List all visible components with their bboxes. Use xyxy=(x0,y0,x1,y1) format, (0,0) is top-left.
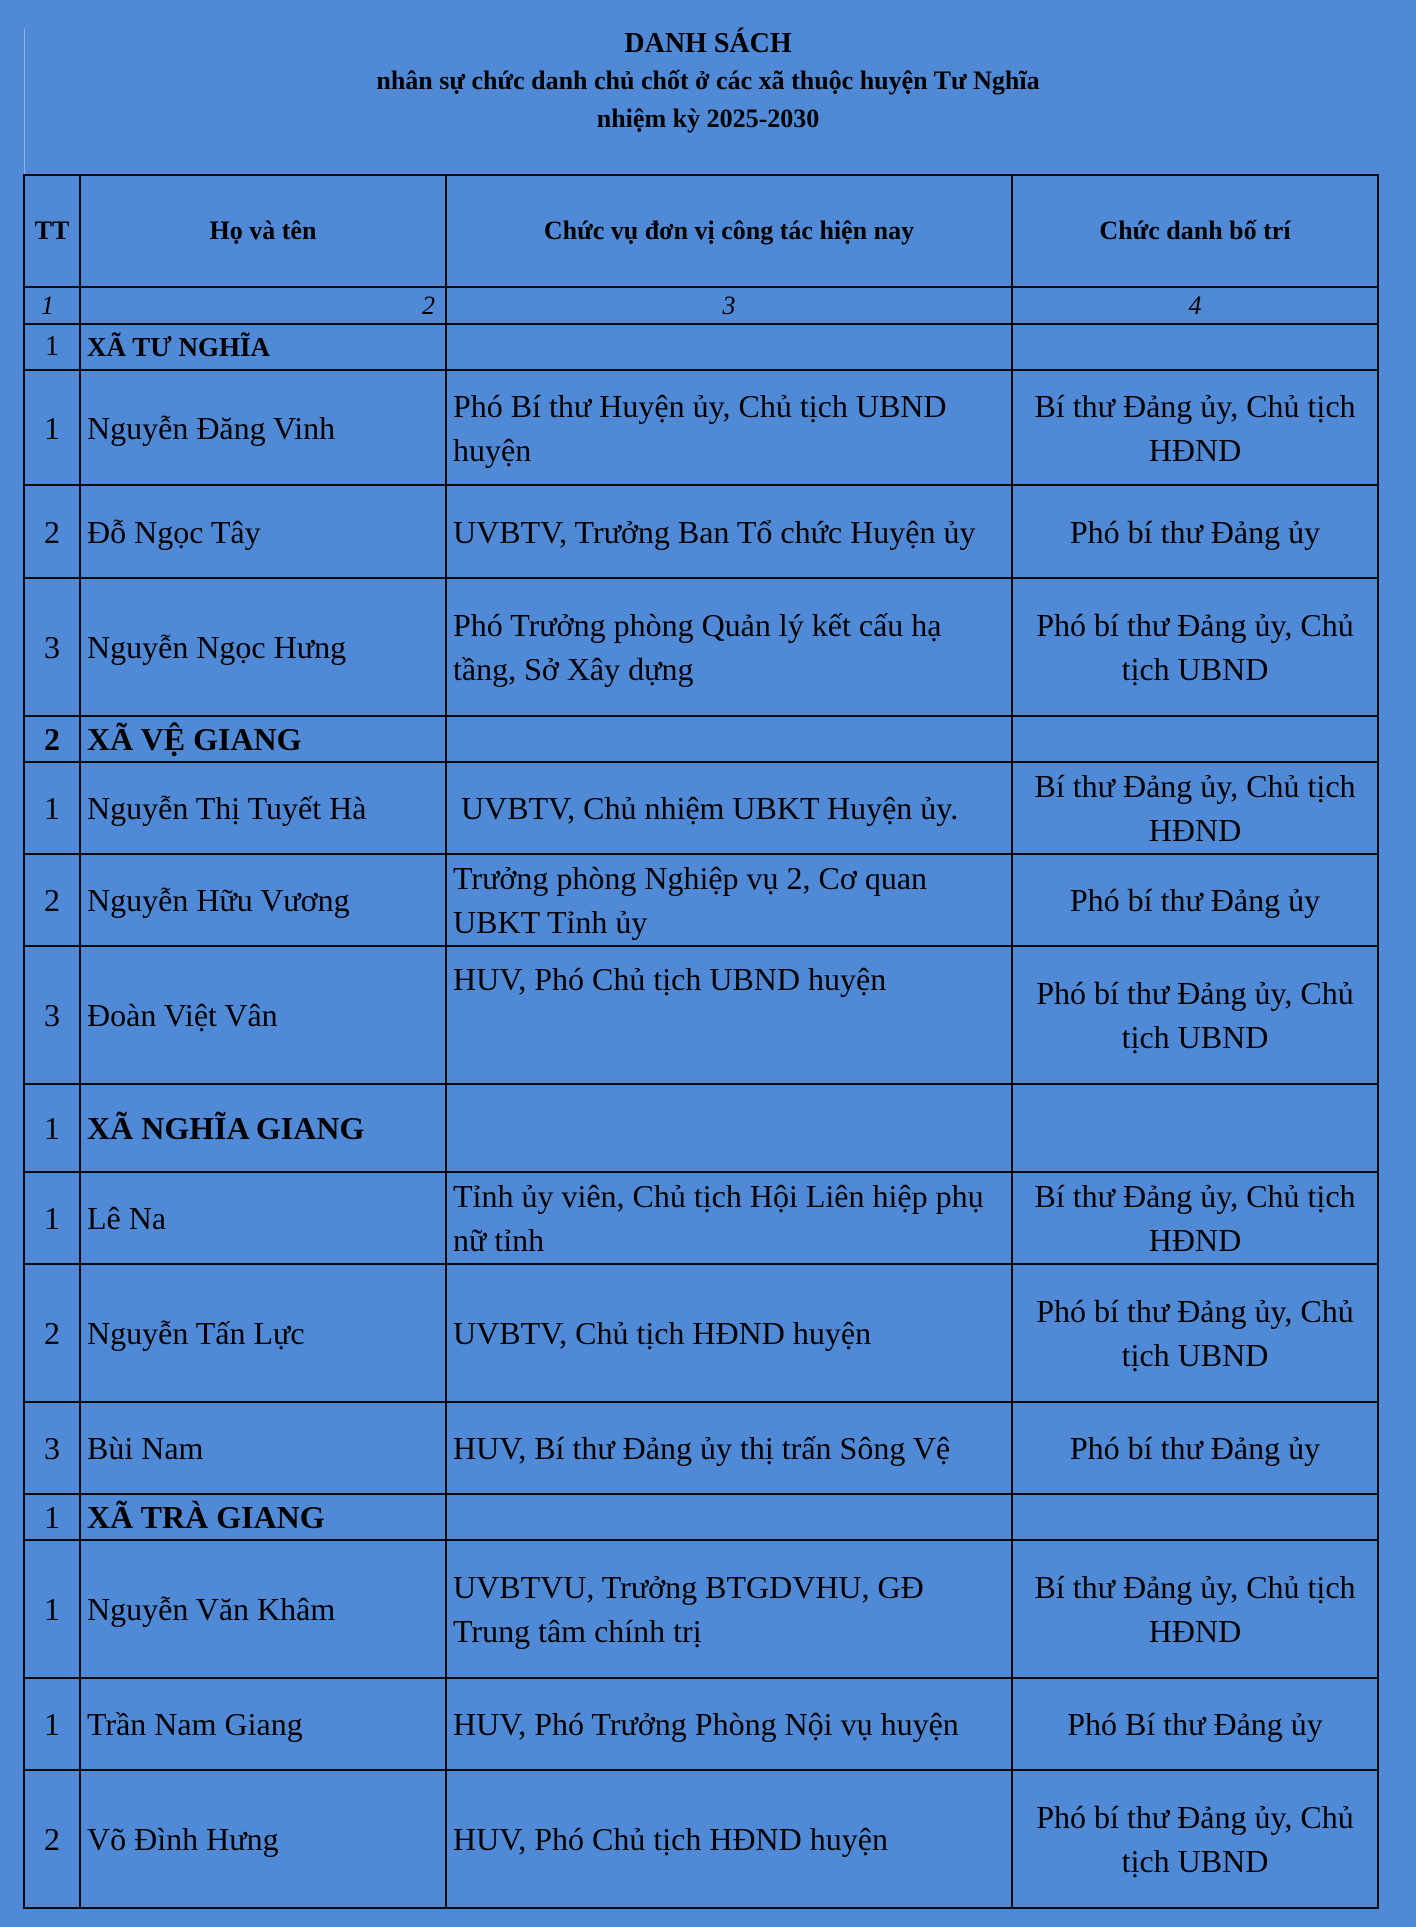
assigned-role: Phó bí thư Đảng ủy xyxy=(1012,1402,1378,1494)
current-position: Phó Trưởng phòng Quản lý kết cấu hạ tầng, Sở Xây dựng xyxy=(446,578,1012,716)
row-number: 3 xyxy=(24,578,80,716)
row-number: 2 xyxy=(24,1264,80,1402)
person-name: Bùi Nam xyxy=(80,1402,446,1494)
assigned-role: Bí thư Đảng ủy, Chủ tịch HĐND xyxy=(1012,1172,1378,1264)
row-number: 1 xyxy=(24,370,80,485)
person-name: Lê Na xyxy=(80,1172,446,1264)
column-number: 1 xyxy=(24,287,80,324)
table-row xyxy=(24,485,1378,578)
current-position: HUV, Phó Trưởng Phòng Nội vụ huyện xyxy=(446,1678,1012,1770)
empty-cell xyxy=(1012,324,1378,370)
empty-cell xyxy=(1012,1494,1378,1540)
section-number: 1 xyxy=(24,1084,80,1172)
table-header-row xyxy=(24,175,1378,287)
row-number: 1 xyxy=(24,1540,80,1678)
table-row xyxy=(24,370,1378,485)
empty-cell xyxy=(1012,1084,1378,1172)
person-name: Đoàn Việt Vân xyxy=(80,946,446,1084)
section-row xyxy=(24,1084,1378,1172)
section-number: 1 xyxy=(24,1494,80,1540)
column-number: 3 xyxy=(446,287,1012,324)
table-row xyxy=(24,1172,1378,1264)
header-tt: TT xyxy=(24,175,80,287)
column-number: 4 xyxy=(1012,287,1378,324)
document-header xyxy=(0,26,1416,138)
empty-cell xyxy=(1012,716,1378,762)
current-position: Trưởng phòng Nghiệp vụ 2, Cơ quan UBKT Tỉnh ủy xyxy=(446,854,1012,946)
person-name: Trần Nam Giang xyxy=(80,1678,446,1770)
empty-cell xyxy=(446,1494,1012,1540)
section-name: XÃ VỆ GIANG xyxy=(80,716,446,762)
current-position: Tỉnh ủy viên, Chủ tịch Hội Liên hiệp phụ nữ tỉnh xyxy=(446,1172,1012,1264)
current-position: HUV, Phó Chủ tịch HĐND huyện xyxy=(446,1770,1012,1908)
row-number: 2 xyxy=(24,854,80,946)
person-name: Nguyễn Hữu Vương xyxy=(80,854,446,946)
current-position: UVBTV, Trưởng Ban Tổ chức Huyện ủy xyxy=(446,485,1012,578)
row-number: 2 xyxy=(24,1770,80,1908)
row-number: 3 xyxy=(24,1402,80,1494)
document-subtitle: nhân sự chức danh chủ chốt ở các xã thuộc huyện Tư Nghĩa xyxy=(376,66,1040,95)
table-row xyxy=(24,854,1378,946)
assigned-role: Phó Bí thư Đảng ủy xyxy=(1012,1678,1378,1770)
current-position: UVBTV, Chủ tịch HĐND huyện xyxy=(446,1264,1012,1402)
table-row xyxy=(24,1678,1378,1770)
row-number: 2 xyxy=(24,485,80,578)
section-name: XÃ NGHĨA GIANG xyxy=(80,1084,446,1172)
row-number: 3 xyxy=(24,946,80,1084)
assigned-role: Bí thư Đảng ủy, Chủ tịch HĐND xyxy=(1012,1540,1378,1678)
person-name: Nguyễn Ngọc Hưng xyxy=(80,578,446,716)
table-row xyxy=(24,1540,1378,1678)
person-name: Nguyễn Văn Khâm xyxy=(80,1540,446,1678)
table-row xyxy=(24,578,1378,716)
person-name: Võ Đình Hưng xyxy=(80,1770,446,1908)
current-position: HUV, Phó Chủ tịch UBND huyện xyxy=(446,946,1012,1084)
document-term: nhiệm kỳ 2025-2030 xyxy=(596,104,820,133)
current-position: UVBTVU, Trưởng BTGDVHU, GĐ Trung tâm chính trị xyxy=(446,1540,1012,1678)
header-name: Họ và tên xyxy=(80,175,446,287)
person-name: Nguyễn Thị Tuyết Hà xyxy=(80,762,446,854)
section-row xyxy=(24,716,1378,762)
section-number: 2 xyxy=(24,716,80,762)
current-position: UVBTV, Chủ nhiệm UBKT Huyện ủy. xyxy=(446,762,1012,854)
empty-cell xyxy=(446,324,1012,370)
person-name: Nguyễn Đăng Vinh xyxy=(80,370,446,485)
current-position: HUV, Bí thư Đảng ủy thị trấn Sông Vệ xyxy=(446,1402,1012,1494)
assigned-role: Bí thư Đảng ủy, Chủ tịch HĐND xyxy=(1012,762,1378,854)
column-number-row xyxy=(24,287,1378,324)
header-position: Chức vụ đơn vị công tác hiện nay xyxy=(446,175,1012,287)
document-title: DANH SÁCH xyxy=(624,28,792,59)
empty-cell xyxy=(446,1084,1012,1172)
assigned-role: Phó bí thư Đảng ủy, Chủ tịch UBND xyxy=(1012,1770,1378,1908)
assigned-role: Phó bí thư Đảng ủy, Chủ tịch UBND xyxy=(1012,946,1378,1084)
table-row xyxy=(24,1264,1378,1402)
assigned-role: Phó bí thư Đảng ủy xyxy=(1012,485,1378,578)
assigned-role: Phó bí thư Đảng ủy, Chủ tịch UBND xyxy=(1012,578,1378,716)
section-row xyxy=(24,1494,1378,1540)
section-name: XÃ TRÀ GIANG xyxy=(80,1494,446,1540)
section-name: XÃ TƯ NGHĨA xyxy=(80,324,446,370)
person-name: Đỗ Ngọc Tây xyxy=(80,485,446,578)
assigned-role: Phó bí thư Đảng ủy xyxy=(1012,854,1378,946)
row-number: 1 xyxy=(24,762,80,854)
table-row xyxy=(24,762,1378,854)
assigned-role: Phó bí thư Đảng ủy, Chủ tịch UBND xyxy=(1012,1264,1378,1402)
person-name: Nguyễn Tấn Lực xyxy=(80,1264,446,1402)
row-number: 1 xyxy=(24,1678,80,1770)
table-row xyxy=(24,1770,1378,1908)
empty-cell xyxy=(446,716,1012,762)
section-row xyxy=(24,324,1378,370)
personnel-table xyxy=(23,174,1379,1909)
header-role: Chức danh bố trí xyxy=(1012,175,1378,287)
section-number: 1 xyxy=(24,324,80,370)
table-row xyxy=(24,946,1378,1084)
current-position: Phó Bí thư Huyện ủy, Chủ tịch UBND huyện xyxy=(446,370,1012,485)
column-number: 2 xyxy=(80,287,446,324)
table-row xyxy=(24,1402,1378,1494)
assigned-role: Bí thư Đảng ủy, Chủ tịch HĐND xyxy=(1012,370,1378,485)
row-number: 1 xyxy=(24,1172,80,1264)
